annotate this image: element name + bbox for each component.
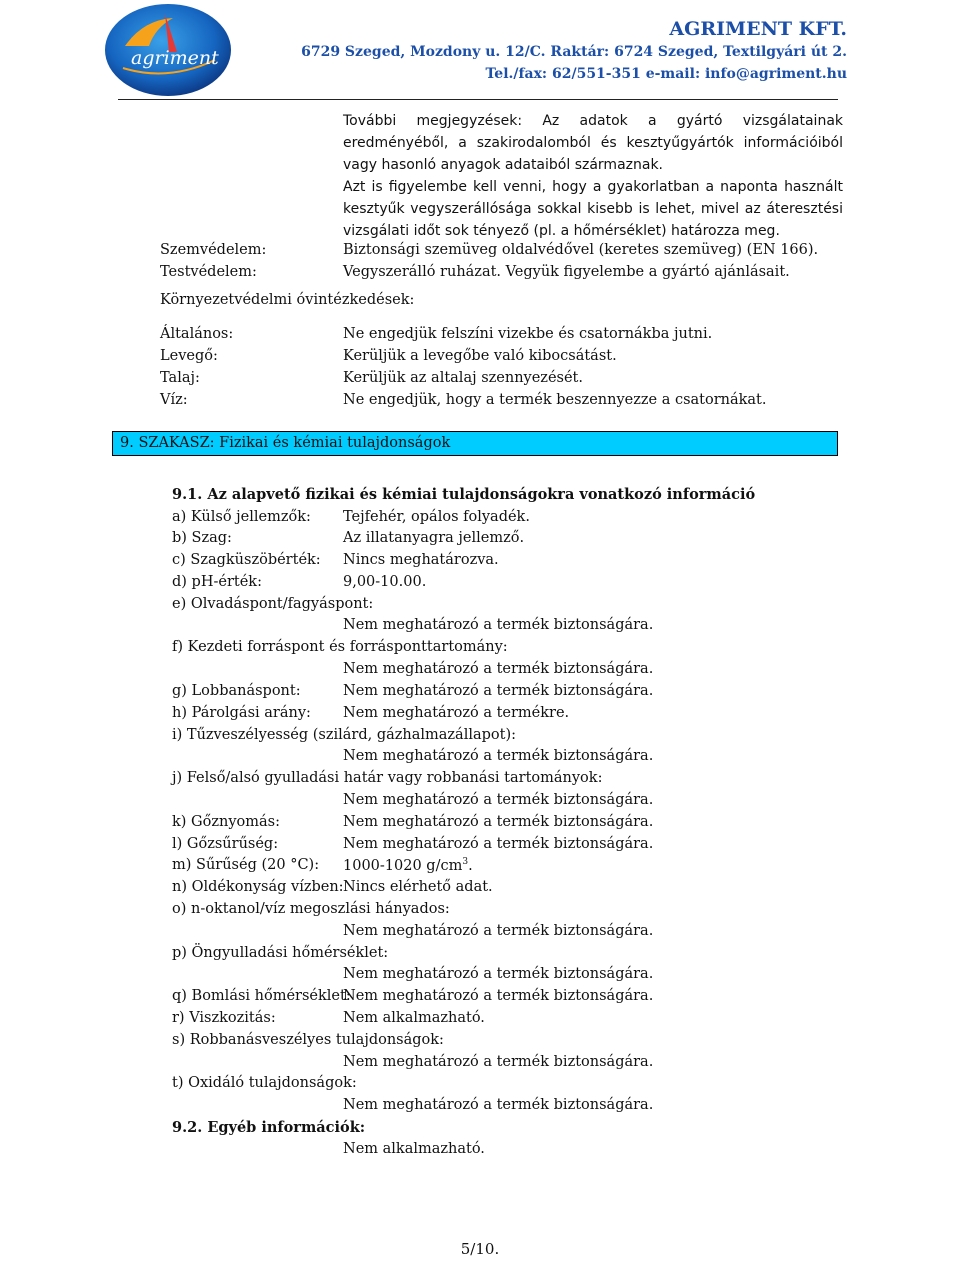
env-label: Levegő:	[160, 348, 218, 364]
env-value: Ne engedjük, hogy a termék beszennyezze a csatornákat.	[343, 392, 767, 408]
prop-label: q) Bomlási hőmérséklet:	[172, 988, 351, 1004]
prop-label: r) Viszkozitás:	[172, 1010, 276, 1026]
prop-label: d) pH-érték:	[172, 574, 262, 590]
prop-value: Nem meghatározó a termék biztonságára.	[343, 1054, 654, 1070]
prop-value: Tejfehér, opálos folyadék.	[343, 509, 530, 525]
company-address: 6729 Szeged, Mozdony u. 12/C. Raktár: 6724 Szeged, Textilgyári út 2.	[301, 44, 847, 60]
density-exponent: 3	[462, 857, 469, 867]
further-notes	[343, 110, 843, 242]
env-value: Kerüljük a levegőbe való kibocsátást.	[343, 348, 617, 364]
prop-value: Nem meghatározó a termék biztonságára.	[343, 748, 654, 764]
notes-line: További megjegyzések: Az adatok a gyártó vizsgálatainak	[343, 113, 843, 129]
prop-label: f) Kezdeti forráspont és forrásponttartomány:	[172, 639, 508, 655]
prop-label: p) Öngyulladási hőmérséklet:	[172, 945, 389, 961]
prop-value: Nem meghatározó a termék biztonságára.	[343, 988, 654, 1004]
notes-line: kesztyűk vegyszerállósága sokkal kisebb is lehet, mivel az áteresztési	[343, 201, 843, 217]
prop-value: Nem meghatározó a termék biztonságára.	[343, 814, 654, 830]
notes-line: vagy hasonló anyagok adataiból származnak.	[343, 157, 664, 173]
prop-label: a) Külső jellemzők:	[172, 509, 311, 525]
prop-value: 9,00-10.00.	[343, 574, 427, 590]
env-label: Víz:	[160, 392, 188, 408]
prop-value: Nem meghatározó a termékre.	[343, 705, 570, 721]
prop-value: Nem meghatározó a termék biztonságára.	[343, 661, 654, 677]
eye-protection-value: Biztonsági szemüveg oldalvédővel (keretes szemüveg) (EN 166).	[343, 242, 819, 258]
prop-value: Nem meghatározó a termék biztonságára.	[343, 1097, 654, 1113]
env-value: Ne engedjük felszíni vizekbe és csatornákba jutni.	[343, 326, 713, 342]
density-number: 1000-1020 g/cm	[343, 857, 463, 874]
env-label: Általános:	[160, 326, 234, 342]
prop-label: n) Oldékonyság vízben:	[172, 879, 344, 895]
prop-value: Nem meghatározó a termék biztonságára.	[343, 617, 654, 633]
notes-line: eredményéből, a szakirodalomból és kesztyűgyártók információiból	[343, 135, 843, 151]
prop-value: Az illatanyagra jellemző.	[343, 530, 525, 546]
section-9-title: 9. SZAKASZ: Fizikai és kémiai tulajdonságok	[120, 435, 451, 451]
body-protection-label: Testvédelem:	[160, 264, 257, 280]
company-name: AGRIMENT KFT.	[669, 18, 847, 40]
prop-label: m) Sűrűség (20 °C):	[172, 857, 320, 873]
prop-value: Nem alkalmazható.	[343, 1010, 485, 1026]
prop-label: e) Olvadáspont/fagyáspont:	[172, 596, 374, 612]
prop-value: Nem meghatározó a termék biztonságára.	[343, 792, 654, 808]
prop-label: j) Felső/alsó gyulladási határ vagy robbanási tartományok:	[172, 770, 603, 786]
prop-value: Nem meghatározó a termék biztonságára.	[343, 836, 654, 852]
prop-value: Nem meghatározó a termék biztonságára.	[343, 966, 654, 982]
eye-protection-label: Szemvédelem:	[160, 242, 267, 258]
prop-label: t) Oxidáló tulajdonságok:	[172, 1075, 357, 1091]
density-end: .	[468, 857, 473, 874]
density-value	[343, 857, 473, 874]
company-contact: Tel./fax: 62/551-351 e-mail: info@agriment.hu	[485, 66, 847, 82]
prop-label: o) n-oktanol/víz megoszlási hányados:	[172, 901, 450, 917]
notes-line: Azt is figyelembe kell venni, hogy a gyakorlatban a naponta használt	[343, 179, 843, 195]
notes-line: vizsgálati időt sok tényező (pl. a hőmérséklet) határozza meg.	[343, 223, 780, 239]
prop-label: c) Szagküszöbérték:	[172, 552, 321, 568]
page-number: 5/10.	[460, 1240, 500, 1258]
prop-value: Nem meghatározó a termék biztonságára.	[343, 683, 654, 699]
prop-value: Nincs meghatározva.	[343, 552, 499, 568]
prop-value: Nincs elérhető adat.	[343, 879, 493, 895]
environment-heading: Környezetvédelmi óvintézkedések:	[160, 292, 415, 308]
section-9-bar	[112, 431, 838, 456]
subsection-9-1-title: 9.1. Az alapvető fizikai és kémiai tulajdonságokra vonatkozó információ	[172, 486, 756, 503]
prop-label: k) Gőznyomás:	[172, 814, 280, 830]
body-protection-value: Vegyszerálló ruházat. Vegyük figyelembe a gyártó ajánlásait.	[343, 264, 790, 280]
prop-label: h) Párolgási arány:	[172, 705, 311, 721]
company-logo	[103, 2, 233, 98]
other-info-value: Nem alkalmazható.	[343, 1141, 485, 1157]
prop-value: Nem meghatározó a termék biztonságára.	[343, 923, 654, 939]
prop-label: b) Szag:	[172, 530, 232, 546]
prop-label: i) Tűzveszélyesség (szilárd, gázhalmazállapot):	[172, 727, 517, 743]
prop-label: g) Lobbanáspont:	[172, 683, 301, 699]
env-label: Talaj:	[160, 370, 200, 386]
logo-wordmark: agriment	[131, 47, 219, 69]
subsection-9-2-title: 9.2. Egyéb információk:	[172, 1119, 366, 1136]
prop-label: s) Robbanásveszélyes tulajdonságok:	[172, 1032, 444, 1048]
prop-label: l) Gőzsűrűség:	[172, 836, 279, 852]
env-value: Kerüljük az altalaj szennyezését.	[343, 370, 583, 386]
header-divider	[118, 99, 838, 100]
